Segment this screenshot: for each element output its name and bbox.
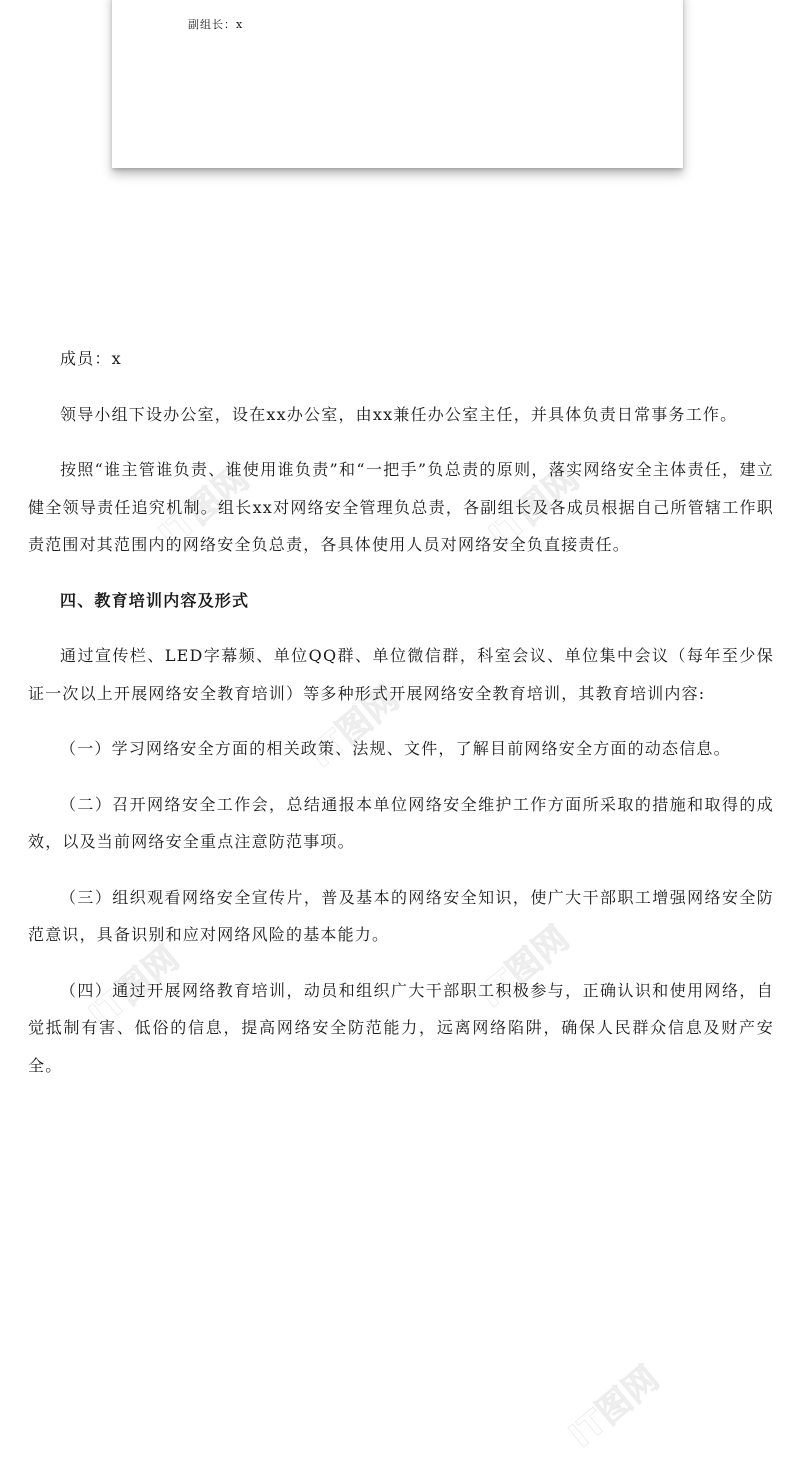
- list-item: （二）召开网络安全工作会，总结通报本单位网络安全维护工作方面所采取的措施和取得的成效，以及当前网络安全重点注意防范事项。: [28, 794, 774, 851]
- paragraph-office: 领导小组下设办公室，设在xx办公室，由xx兼任办公室主任，并具体负责日常事务工作。: [60, 404, 738, 424]
- watermark: IT图网: [81, 938, 187, 1036]
- watermark: IT图网: [471, 918, 577, 1016]
- previous-page-preview: [112, 0, 683, 168]
- deputy-leader-line: 副组长：x: [188, 18, 244, 31]
- list-item: （三）组织观看网络安全宣传片，普及基本的网络安全知识，使广大干部职工增强网络安全防范意识，具备识别和应对网络风险的基本能力。: [28, 887, 774, 944]
- list-item: （四）通过开展网络教育培训，动员和组织广大干部职工积极参与，正确认识和使用网络，自觉抵制有害、低俗的信息，提高网络安全防范能力，远离网络陷阱，确保人民群众信息及财产安全。: [28, 980, 774, 1075]
- watermark: IT图网: [561, 1358, 667, 1456]
- paragraph-responsibility: 按照“谁主管谁负责、谁使用谁负责”和“一把手”负总责的原则，落实网络安全主体责任，建立健全领导责任追究机制。组长xx对网络安全管理负总责，各副组长及各成员根据自己所管辖工作职责范围对其范围内的网络安全负总责，各具体使用人员对网络安全负直接责任。: [28, 460, 774, 554]
- paragraph-members: 成员：x: [60, 349, 122, 368]
- watermark: IT图网: [481, 458, 587, 556]
- list-item: （一）学习网络安全方面的相关政策、法规、文件，了解目前网络安全方面的动态信息。: [60, 739, 731, 758]
- section-heading: 四、教育培训内容及形式: [60, 590, 250, 610]
- document-body: [28, 340, 774, 1102]
- watermark: IT图网: [151, 458, 257, 556]
- watermark: IT图网: [301, 678, 407, 776]
- paragraph-training-intro: 通过宣传栏、LED字幕频、单位QQ群、单位微信群，科室会议、单位集中会议（每年至少保证一次以上开展网络安全教育培训）等多种形式开展网络安全教育培训，其教育培训内容:: [28, 646, 774, 703]
